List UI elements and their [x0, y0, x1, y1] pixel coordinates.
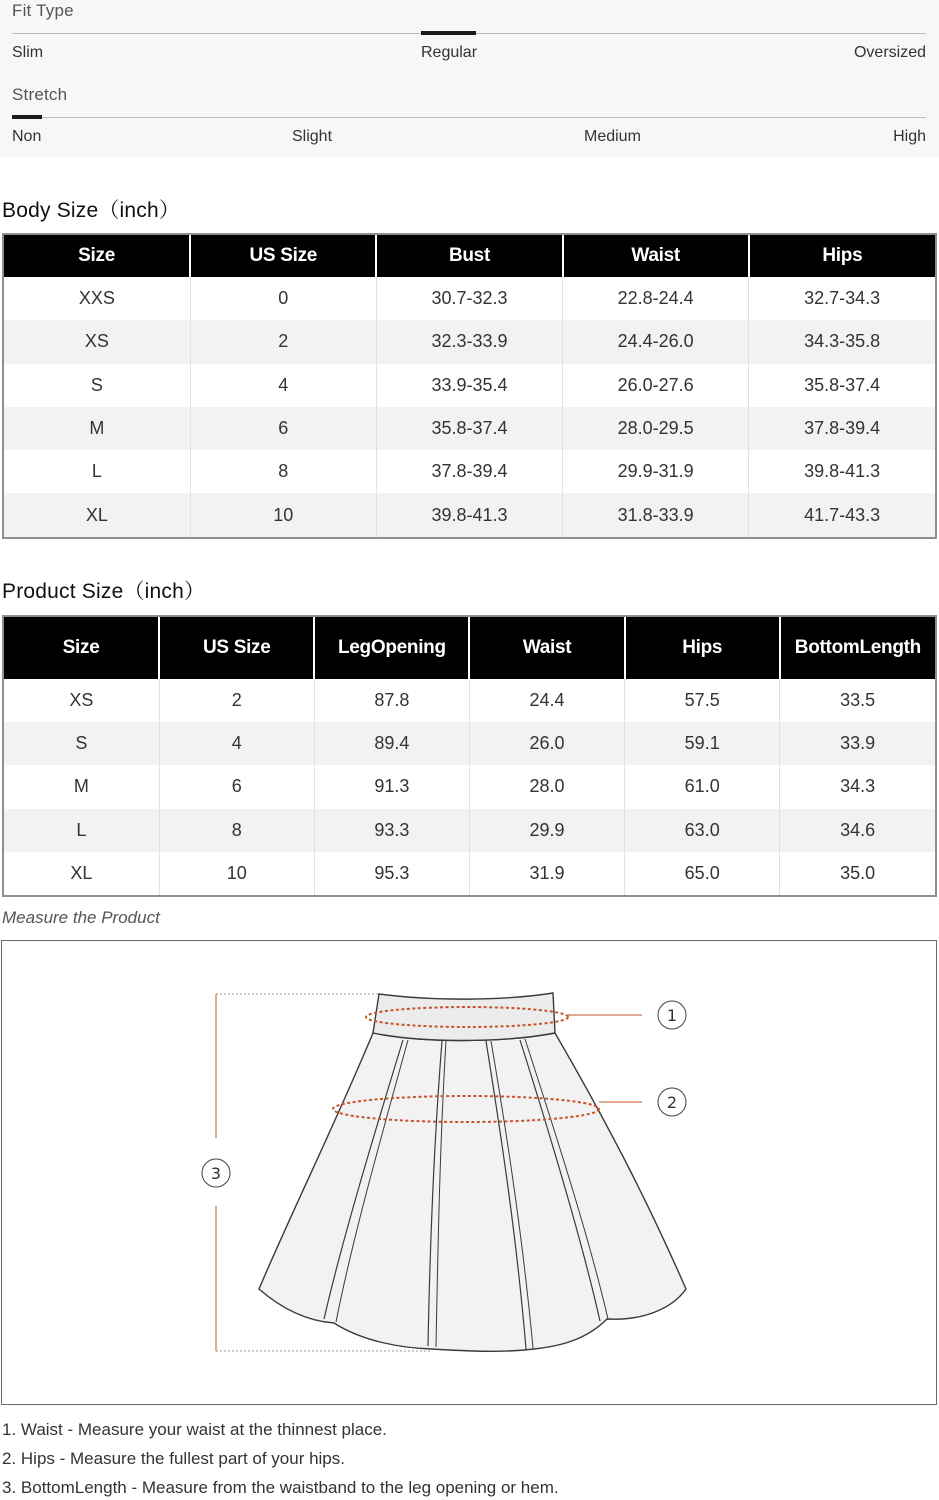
- table-cell: M: [4, 407, 190, 450]
- table-cell: L: [4, 809, 159, 852]
- table-cell: 41.7-43.3: [749, 493, 935, 536]
- table-cell: XL: [4, 493, 190, 536]
- table-cell: 26.0-27.6: [563, 364, 749, 407]
- table-cell: 24.4: [469, 679, 624, 722]
- measure-note-hips: 2. Hips - Measure the fullest part of your hips.: [2, 1449, 345, 1468]
- table-cell: 37.8-39.4: [376, 450, 562, 493]
- table-cell: 35.8-37.4: [804, 374, 881, 395]
- column-header: US Size: [159, 617, 314, 679]
- measure-note-length: 3. BottomLength - Measure from the waistband to the leg opening or hem.: [2, 1478, 559, 1497]
- table-row: [4, 722, 935, 765]
- stretch-label-non: Non: [12, 128, 42, 145]
- product-size-table: [2, 615, 937, 897]
- table-row: [4, 679, 935, 722]
- table-cell: 24.4-26.0: [563, 320, 749, 363]
- table-cell: XL: [4, 852, 159, 895]
- table-cell: 8: [190, 450, 376, 493]
- table-cell: 59.1: [625, 722, 780, 765]
- fit-type-label-oversized: Oversized: [853, 44, 926, 61]
- table-cell: 61.0: [625, 765, 780, 808]
- table-row: [4, 320, 935, 363]
- table-cell: 6: [190, 407, 376, 450]
- column-header: Size: [4, 235, 190, 277]
- table-cell: 63.0: [625, 809, 780, 852]
- table-cell: 31.8-33.9: [563, 493, 749, 536]
- stretch-indicator: [12, 115, 42, 119]
- table-cell: 35.0: [840, 862, 876, 883]
- table-cell: 33.5: [840, 690, 876, 711]
- skirt-body: [259, 1033, 686, 1351]
- table-cell: 2: [159, 679, 314, 722]
- fit-type-label-regular: Regular: [421, 44, 478, 61]
- stretch-title: Stretch: [12, 85, 68, 104]
- table-cell: 22.8-24.4: [563, 277, 749, 320]
- table-cell: XXS: [4, 277, 190, 320]
- table-cell: L: [4, 450, 190, 493]
- table-row: [4, 450, 935, 493]
- marker-1-label: 1: [666, 1006, 678, 1025]
- table-cell: 10: [190, 493, 376, 536]
- table-cell: M: [4, 765, 159, 808]
- table-cell: 32.7-34.3: [804, 288, 881, 309]
- fit-type-title: Fit Type: [12, 1, 74, 20]
- table-cell: S: [4, 722, 159, 765]
- table-cell: 93.3: [314, 809, 469, 852]
- table-cell: 37.8-39.4: [749, 407, 935, 450]
- column-header: BottomLength: [780, 617, 935, 679]
- table-cell: 34.3-35.8: [749, 320, 935, 363]
- table-row: [4, 364, 935, 407]
- body-size-title: Body Size（inch）: [2, 199, 181, 222]
- table-cell: 0: [190, 277, 376, 320]
- table-cell: 33.9-35.4: [376, 364, 562, 407]
- table-row: [4, 809, 935, 852]
- table-cell: 89.4: [314, 722, 469, 765]
- table-cell: 87.8: [314, 679, 469, 722]
- fit-type-indicator: [421, 31, 476, 35]
- table-cell: XS: [4, 320, 190, 363]
- fit-type-label-slim: Slim: [12, 44, 44, 61]
- table-cell: 29.9-31.9: [563, 450, 749, 493]
- table-cell: 39.8-41.3: [376, 493, 562, 536]
- column-header: Waist: [469, 617, 624, 679]
- table-cell: 31.9: [469, 852, 624, 895]
- table-cell: 39.8-41.3: [804, 461, 881, 482]
- body-size-table: [2, 233, 937, 539]
- table-row: [4, 852, 935, 895]
- table-row: [4, 407, 935, 450]
- table-cell: 28.0-29.5: [563, 407, 749, 450]
- table-cell: 28.0: [469, 765, 624, 808]
- table-row: [4, 493, 935, 536]
- measure-caption: Measure the Product: [2, 908, 160, 927]
- table-cell: 95.3: [314, 852, 469, 895]
- measure-note-waist: 1. Waist - Measure your waist at the thinnest place.: [2, 1420, 387, 1439]
- skirt-diagram: [2, 941, 938, 1406]
- table-cell: 35.8-37.4: [376, 407, 562, 450]
- table-cell: 33.9: [780, 722, 935, 765]
- column-header: Hips: [749, 235, 935, 277]
- table-cell: 91.3: [314, 765, 469, 808]
- table-cell: 30.7-32.3: [376, 277, 562, 320]
- fit-panel: [0, 0, 939, 157]
- table-cell: S: [4, 364, 190, 407]
- column-header: LegOpening: [314, 617, 469, 679]
- column-header: Waist: [563, 235, 749, 277]
- table-cell: XS: [4, 679, 159, 722]
- column-header: US Size: [190, 235, 376, 277]
- stretch-label-slight: Slight: [292, 128, 333, 145]
- table-cell: 6: [159, 765, 314, 808]
- table-cell: 4: [159, 722, 314, 765]
- marker-2-label: 2: [666, 1093, 678, 1112]
- table-header-row: [4, 617, 935, 679]
- stretch-scale-line: [12, 117, 926, 118]
- product-size-title: Product Size（inch）: [2, 580, 206, 603]
- table-row: [4, 277, 935, 320]
- table-cell: 65.0: [625, 852, 780, 895]
- column-header: Hips: [625, 617, 780, 679]
- table-cell: 10: [159, 852, 314, 895]
- stretch-label-medium: Medium: [584, 128, 641, 145]
- measure-diagram: [1, 940, 937, 1405]
- marker-3-label: 3: [210, 1164, 222, 1183]
- table-cell: 29.9: [469, 809, 624, 852]
- table-cell: 2: [190, 320, 376, 363]
- column-header: Size: [4, 617, 159, 679]
- stretch-label-high: High: [893, 128, 926, 145]
- table-cell: 34.6: [780, 809, 935, 852]
- table-cell: 32.3-33.9: [376, 320, 562, 363]
- table-row: [4, 765, 935, 808]
- table-header-row: [4, 235, 935, 277]
- column-header: Bust: [376, 235, 562, 277]
- table-cell: 26.0: [469, 722, 624, 765]
- table-cell: 4: [190, 364, 376, 407]
- table-cell: 57.5: [625, 679, 780, 722]
- table-cell: 8: [159, 809, 314, 852]
- table-cell: 34.3: [840, 776, 876, 797]
- waistband: [373, 993, 555, 1041]
